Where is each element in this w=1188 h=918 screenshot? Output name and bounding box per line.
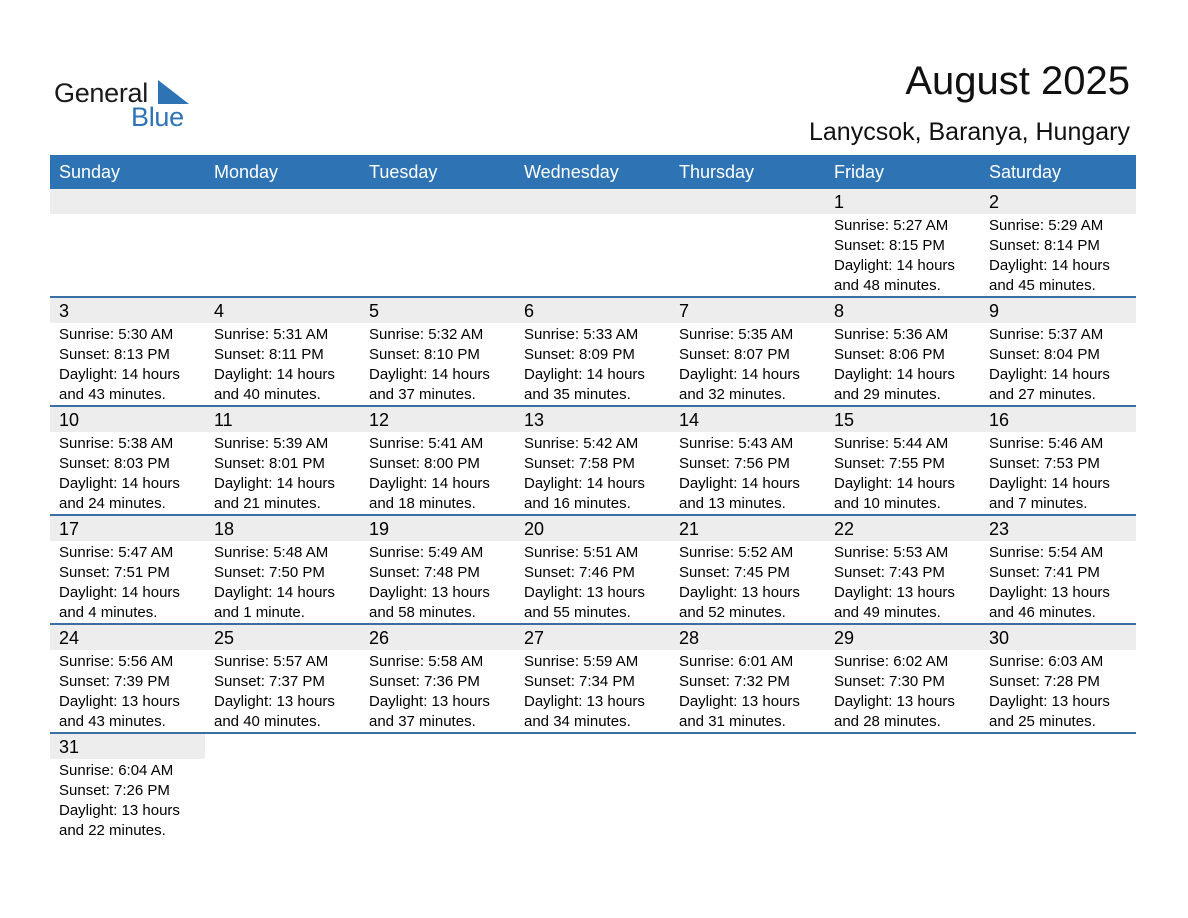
- sunset-text: Sunset: 7:28 PM: [989, 673, 1100, 690]
- daylight-text: Daylight: 14 hours: [834, 366, 955, 383]
- sunset-text: Sunset: 7:51 PM: [59, 564, 170, 581]
- sunset-text: Sunset: 8:06 PM: [834, 346, 945, 363]
- daylight-text: Daylight: 13 hours: [59, 802, 180, 819]
- daylight-minutes-text: and 43 minutes.: [59, 386, 166, 403]
- day-number: 5: [369, 301, 380, 321]
- weekday-monday: Monday: [214, 162, 279, 182]
- daylight-text: Daylight: 13 hours: [369, 693, 490, 710]
- logo-text-blue: Blue: [131, 102, 184, 132]
- sunset-text: Sunset: 7:46 PM: [524, 564, 635, 581]
- daylight-minutes-text: and 1 minute.: [214, 604, 305, 621]
- daylight-text: Daylight: 13 hours: [834, 584, 955, 601]
- daylight-minutes-text: and 46 minutes.: [989, 604, 1096, 621]
- sunset-text: Sunset: 8:04 PM: [989, 346, 1100, 363]
- sun-info: [59, 434, 180, 514]
- daylight-minutes-text: and 58 minutes.: [369, 604, 476, 621]
- day-cell: [515, 407, 670, 514]
- sunset-text: Sunset: 8:09 PM: [524, 346, 635, 363]
- sun-info: [59, 761, 180, 841]
- sun-info: [989, 652, 1110, 732]
- day-cell: [825, 407, 980, 514]
- day-number: 7: [679, 301, 690, 321]
- daylight-minutes-text: and 21 minutes.: [214, 495, 321, 512]
- sunrise-text: Sunrise: 5:29 AM: [989, 217, 1104, 234]
- daylight-minutes-text: and 34 minutes.: [524, 713, 631, 730]
- daylight-text: Daylight: 14 hours: [369, 475, 490, 492]
- daylight-text: Daylight: 14 hours: [214, 475, 335, 492]
- daylight-minutes-text: and 55 minutes.: [524, 604, 631, 621]
- day-cell: [670, 407, 825, 514]
- sunset-text: Sunset: 7:34 PM: [524, 673, 635, 690]
- sunset-text: Sunset: 7:58 PM: [524, 455, 635, 472]
- sun-info: [214, 434, 335, 514]
- sun-info: [679, 652, 800, 732]
- sunrise-text: Sunrise: 5:44 AM: [834, 435, 949, 452]
- calendar-week-row: [50, 516, 1136, 625]
- sun-info: [834, 543, 955, 623]
- sunset-text: Sunset: 7:50 PM: [214, 564, 325, 581]
- calendar-week-row: [50, 734, 1136, 843]
- daylight-minutes-text: and 28 minutes.: [834, 713, 941, 730]
- daylight-minutes-text: and 13 minutes.: [679, 495, 786, 512]
- sunrise-text: Sunrise: 5:48 AM: [214, 544, 329, 561]
- sunset-text: Sunset: 7:37 PM: [214, 673, 325, 690]
- sunset-text: Sunset: 8:11 PM: [214, 346, 324, 363]
- sunset-text: Sunset: 7:55 PM: [834, 455, 945, 472]
- daylight-text: Daylight: 13 hours: [989, 693, 1110, 710]
- sunset-text: Sunset: 7:56 PM: [679, 455, 790, 472]
- sun-info: [989, 543, 1110, 623]
- day-cell: [980, 298, 1135, 405]
- sun-info: [369, 325, 490, 405]
- day-cell: [515, 516, 670, 623]
- day-number: 16: [989, 410, 1010, 430]
- day-number: 27: [524, 628, 545, 648]
- day-number: 8: [834, 301, 845, 321]
- sunrise-text: Sunrise: 5:51 AM: [524, 544, 639, 561]
- day-number: 28: [679, 628, 700, 648]
- sunrise-text: Sunrise: 5:46 AM: [989, 435, 1104, 452]
- day-cell: [50, 734, 205, 841]
- day-cell: [980, 625, 1135, 732]
- daylight-text: Daylight: 14 hours: [524, 475, 645, 492]
- sun-info: [679, 434, 800, 514]
- sunset-text: Sunset: 8:13 PM: [59, 346, 170, 363]
- daylight-minutes-text: and 31 minutes.: [679, 713, 786, 730]
- day-number: 26: [369, 628, 390, 648]
- sunrise-text: Sunrise: 5:39 AM: [214, 435, 329, 452]
- day-cell: [360, 407, 515, 514]
- page-title: August 2025: [905, 59, 1130, 103]
- sunset-text: Sunset: 8:10 PM: [369, 346, 480, 363]
- day-number: 24: [59, 628, 80, 648]
- sunrise-text: Sunrise: 5:58 AM: [369, 653, 484, 670]
- daylight-text: Daylight: 14 hours: [679, 475, 800, 492]
- day-cell: [980, 407, 1135, 514]
- day-cell: [360, 625, 515, 732]
- day-number: 2: [989, 192, 1000, 212]
- daylight-minutes-text: and 4 minutes.: [59, 604, 158, 621]
- day-number: 1: [834, 192, 845, 212]
- daylight-minutes-text: and 25 minutes.: [989, 713, 1096, 730]
- day-number: 14: [679, 410, 700, 430]
- sunset-text: Sunset: 7:26 PM: [59, 782, 170, 799]
- sunrise-text: Sunrise: 6:02 AM: [834, 653, 949, 670]
- sunset-text: Sunset: 7:41 PM: [989, 564, 1100, 581]
- day-cell: [670, 625, 825, 732]
- daylight-text: Daylight: 14 hours: [214, 584, 335, 601]
- sun-info: [834, 652, 955, 732]
- weekday-friday: Friday: [834, 162, 885, 182]
- sunset-text: Sunset: 7:53 PM: [989, 455, 1100, 472]
- sunrise-text: Sunrise: 5:38 AM: [59, 435, 174, 452]
- daylight-minutes-text: and 7 minutes.: [989, 495, 1088, 512]
- day-cell: [360, 516, 515, 623]
- sunrise-text: Sunrise: 6:04 AM: [59, 762, 174, 779]
- day-cell: [670, 516, 825, 623]
- sun-info: [524, 652, 645, 732]
- sun-info: [214, 543, 335, 623]
- calendar-grid: [50, 155, 1136, 843]
- sunrise-text: Sunrise: 5:33 AM: [524, 326, 639, 343]
- daylight-text: Daylight: 14 hours: [59, 475, 180, 492]
- day-cell: [50, 516, 205, 623]
- day-cell: [205, 625, 360, 732]
- daylight-text: Daylight: 14 hours: [369, 366, 490, 383]
- sunset-text: Sunset: 8:00 PM: [369, 455, 480, 472]
- sun-info: [989, 325, 1110, 405]
- day-cell: [825, 298, 980, 405]
- day-cell: [825, 516, 980, 623]
- sun-info: [524, 434, 645, 514]
- day-number: 13: [524, 410, 545, 430]
- daylight-text: Daylight: 13 hours: [679, 693, 800, 710]
- day-cell: [50, 625, 205, 732]
- day-number: 12: [369, 410, 390, 430]
- daylight-text: Daylight: 13 hours: [989, 584, 1110, 601]
- day-cell: [50, 298, 205, 405]
- day-number: 31: [59, 737, 80, 757]
- day-cell: [360, 298, 515, 405]
- sunrise-text: Sunrise: 5:47 AM: [59, 544, 174, 561]
- calendar-week-row: [50, 298, 1136, 407]
- day-number: 25: [214, 628, 235, 648]
- sunrise-text: Sunrise: 5:43 AM: [679, 435, 794, 452]
- day-number: 4: [214, 301, 225, 321]
- sun-info: [834, 325, 955, 405]
- sun-info: [679, 543, 800, 623]
- sunset-text: Sunset: 8:15 PM: [834, 237, 945, 254]
- brand-logo: [54, 78, 194, 130]
- day-number: 22: [834, 519, 855, 539]
- sunset-text: Sunset: 7:30 PM: [834, 673, 945, 690]
- daylight-text: Daylight: 13 hours: [524, 693, 645, 710]
- day-cell: [205, 298, 360, 405]
- daylight-minutes-text: and 35 minutes.: [524, 386, 631, 403]
- daylight-minutes-text: and 18 minutes.: [369, 495, 476, 512]
- sun-info: [59, 325, 180, 405]
- daylight-minutes-text: and 40 minutes.: [214, 386, 321, 403]
- sunrise-text: Sunrise: 5:27 AM: [834, 217, 949, 234]
- sunset-text: Sunset: 7:43 PM: [834, 564, 945, 581]
- sunrise-text: Sunrise: 5:57 AM: [214, 653, 329, 670]
- weekday-wednesday: Wednesday: [524, 162, 619, 182]
- daylight-minutes-text: and 45 minutes.: [989, 277, 1096, 294]
- sunrise-text: Sunrise: 5:53 AM: [834, 544, 949, 561]
- daylight-text: Daylight: 14 hours: [679, 366, 800, 383]
- calendar-week-row: [50, 407, 1136, 516]
- day-cell: [825, 625, 980, 732]
- daylight-text: Daylight: 14 hours: [59, 366, 180, 383]
- day-number: 20: [524, 519, 545, 539]
- weekday-header: [50, 155, 1136, 189]
- daylight-minutes-text: and 16 minutes.: [524, 495, 631, 512]
- day-cell: [205, 407, 360, 514]
- sunrise-text: Sunrise: 5:41 AM: [369, 435, 484, 452]
- day-number: 30: [989, 628, 1010, 648]
- sunset-text: Sunset: 8:01 PM: [214, 455, 325, 472]
- daylight-text: Daylight: 13 hours: [214, 693, 335, 710]
- sunrise-text: Sunrise: 5:31 AM: [214, 326, 329, 343]
- daylight-text: Daylight: 13 hours: [834, 693, 955, 710]
- daylight-minutes-text: and 43 minutes.: [59, 713, 166, 730]
- daylight-text: Daylight: 14 hours: [214, 366, 335, 383]
- sunrise-text: Sunrise: 5:52 AM: [679, 544, 794, 561]
- daylight-minutes-text: and 24 minutes.: [59, 495, 166, 512]
- sunrise-text: Sunrise: 6:01 AM: [679, 653, 794, 670]
- day-number: 19: [369, 519, 390, 539]
- calendar-week-row: [50, 625, 1136, 734]
- day-cell: [515, 625, 670, 732]
- daylight-text: Daylight: 13 hours: [369, 584, 490, 601]
- daylight-text: Daylight: 14 hours: [834, 257, 955, 274]
- daylight-minutes-text: and 40 minutes.: [214, 713, 321, 730]
- day-number: 18: [214, 519, 235, 539]
- day-cell: [825, 189, 980, 296]
- sun-info: [834, 216, 955, 296]
- sun-info: [524, 543, 645, 623]
- day-number: 3: [59, 301, 70, 321]
- sun-info: [214, 325, 335, 405]
- daylight-minutes-text: and 37 minutes.: [369, 713, 476, 730]
- sunset-text: Sunset: 7:36 PM: [369, 673, 480, 690]
- day-cell: [50, 407, 205, 514]
- day-number: 23: [989, 519, 1010, 539]
- sunset-text: Sunset: 7:32 PM: [679, 673, 790, 690]
- daylight-minutes-text: and 29 minutes.: [834, 386, 941, 403]
- weekday-thursday: Thursday: [679, 162, 755, 182]
- sunset-text: Sunset: 7:48 PM: [369, 564, 480, 581]
- sunrise-text: Sunrise: 5:36 AM: [834, 326, 949, 343]
- day-cell: [670, 298, 825, 405]
- daylight-minutes-text: and 10 minutes.: [834, 495, 941, 512]
- sun-info: [834, 434, 955, 514]
- daylight-text: Daylight: 14 hours: [524, 366, 645, 383]
- sunrise-text: Sunrise: 5:42 AM: [524, 435, 639, 452]
- day-cell: [980, 189, 1135, 296]
- daylight-text: Daylight: 14 hours: [989, 257, 1110, 274]
- sunrise-text: Sunrise: 5:35 AM: [679, 326, 794, 343]
- sun-info: [59, 543, 180, 623]
- day-number: 10: [59, 410, 80, 430]
- weekday-sunday: Sunday: [59, 162, 121, 182]
- daylight-minutes-text: and 37 minutes.: [369, 386, 476, 403]
- daylight-text: Daylight: 14 hours: [989, 475, 1110, 492]
- daylight-minutes-text: and 22 minutes.: [59, 822, 166, 839]
- sunrise-text: Sunrise: 5:30 AM: [59, 326, 174, 343]
- daylight-text: Daylight: 14 hours: [59, 584, 180, 601]
- daylight-text: Daylight: 13 hours: [679, 584, 800, 601]
- daylight-text: Daylight: 14 hours: [834, 475, 955, 492]
- day-cell: [980, 516, 1135, 623]
- weekday-saturday: Saturday: [989, 162, 1062, 182]
- daylight-text: Daylight: 14 hours: [989, 366, 1110, 383]
- day-cell: [205, 516, 360, 623]
- day-number: 6: [524, 301, 535, 321]
- sun-info: [214, 652, 335, 732]
- sunset-text: Sunset: 8:03 PM: [59, 455, 170, 472]
- daylight-minutes-text: and 48 minutes.: [834, 277, 941, 294]
- day-number: 15: [834, 410, 855, 430]
- weekday-tuesday: Tuesday: [369, 162, 438, 182]
- day-number: 17: [59, 519, 80, 539]
- logo-text-general: General: [54, 78, 148, 108]
- sunrise-text: Sunrise: 5:32 AM: [369, 326, 484, 343]
- daylight-minutes-text: and 49 minutes.: [834, 604, 941, 621]
- daylight-text: Daylight: 13 hours: [524, 584, 645, 601]
- day-number: 29: [834, 628, 855, 648]
- daylight-minutes-text: and 32 minutes.: [679, 386, 786, 403]
- sunrise-text: Sunrise: 5:56 AM: [59, 653, 174, 670]
- sunset-text: Sunset: 7:45 PM: [679, 564, 790, 581]
- sunset-text: Sunset: 7:39 PM: [59, 673, 170, 690]
- daylight-minutes-text: and 27 minutes.: [989, 386, 1096, 403]
- day-cell: [515, 298, 670, 405]
- sun-info: [369, 434, 490, 514]
- day-number: 9: [989, 301, 1000, 321]
- calendar-weeks: [50, 189, 1136, 843]
- sunrise-text: Sunrise: 6:03 AM: [989, 653, 1104, 670]
- day-number: 11: [214, 410, 233, 430]
- sunrise-text: Sunrise: 5:49 AM: [369, 544, 484, 561]
- sunrise-text: Sunrise: 5:54 AM: [989, 544, 1104, 561]
- sunrise-text: Sunrise: 5:37 AM: [989, 326, 1104, 343]
- day-number: 21: [679, 519, 700, 539]
- calendar-week-row: [50, 189, 1136, 298]
- sunset-text: Sunset: 8:14 PM: [989, 237, 1100, 254]
- sun-info: [369, 543, 490, 623]
- sunrise-text: Sunrise: 5:59 AM: [524, 653, 639, 670]
- sun-info: [524, 325, 645, 405]
- daylight-text: Daylight: 13 hours: [59, 693, 180, 710]
- sun-info: [369, 652, 490, 732]
- sunset-text: Sunset: 8:07 PM: [679, 346, 790, 363]
- sun-info: [679, 325, 800, 405]
- daylight-minutes-text: and 52 minutes.: [679, 604, 786, 621]
- sun-info: [59, 652, 180, 732]
- sun-info: [989, 434, 1110, 514]
- sun-info: [989, 216, 1110, 296]
- location-subtitle: Lanycsok, Baranya, Hungary: [808, 118, 1130, 146]
